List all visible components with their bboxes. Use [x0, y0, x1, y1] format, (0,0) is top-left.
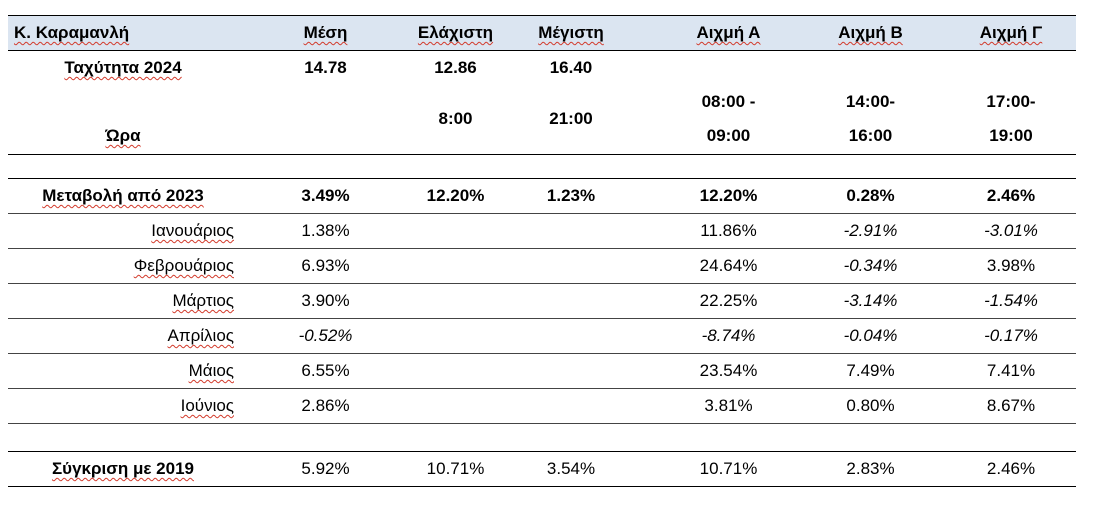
table-bottom-border: [8, 486, 1076, 487]
time-peak-c: 17:00- 19:00: [986, 92, 1036, 145]
month-peak-c: 8.67%: [986, 396, 1036, 415]
month-label: Φεβρουάριος: [133, 256, 234, 275]
month-row-may: [8, 354, 1076, 388]
month-label: Ιανουάριος: [151, 221, 234, 240]
speed-max: 16.40: [549, 58, 593, 77]
month-row-april: [8, 319, 1076, 353]
compare-peak-a: 10.71%: [699, 459, 758, 478]
speed-min: 12.86: [434, 58, 477, 77]
compare-min: 10.71%: [426, 459, 485, 478]
compare-2019-row: [8, 452, 1076, 486]
month-mean: 1.38%: [301, 221, 350, 240]
month-peak-a: 23.54%: [699, 361, 758, 380]
month-peak-a: 3.81%: [704, 396, 753, 415]
month-peak-a: 11.86%: [700, 221, 757, 240]
month-peak-b: -3.14%: [843, 291, 898, 310]
change-mean: 3.49%: [301, 186, 350, 205]
change-peak-c: 2.46%: [986, 186, 1036, 205]
month-peak-a: -8.74%: [701, 326, 756, 345]
time-label: Ώρα: [105, 126, 141, 145]
time-row: [8, 85, 1076, 153]
month-peak-c: -0.17%: [984, 326, 1038, 345]
header-max: Μέγιστη: [538, 23, 604, 42]
month-label: Ιούνιος: [180, 396, 234, 415]
month-peak-c: -3.01%: [984, 221, 1038, 240]
time-bottom-border: [8, 154, 1076, 155]
change-label: Μεταβολή από 2023: [42, 186, 204, 205]
month-peak-a: 24.64%: [699, 256, 758, 275]
month-peak-b: 7.49%: [846, 361, 895, 380]
header-mean: Μέση: [303, 23, 348, 42]
month-label: Μάρτιος: [172, 291, 234, 310]
header-peak-a: Αιχμή Α: [696, 23, 761, 42]
compare-peak-b: 2.83%: [846, 459, 895, 478]
compare-mean: 5.92%: [301, 459, 350, 478]
month-mean: 3.90%: [301, 291, 350, 310]
header-area-name: Κ. Καραμανλή: [14, 23, 130, 42]
month-peak-b: -0.04%: [843, 326, 898, 345]
time-min: 8:00: [438, 109, 473, 128]
month-mean: 6.55%: [301, 361, 350, 380]
month-peak-c: -1.54%: [984, 291, 1038, 310]
month-peak-b: -0.34%: [843, 256, 898, 275]
speed-2024-row: [8, 51, 1076, 85]
row-border: [8, 423, 1076, 424]
time-max: 21:00: [549, 109, 593, 128]
month-row-january: [8, 214, 1076, 248]
header-peak-b: Αιχμή Β: [838, 23, 903, 42]
compare-label: Σύγκριση με 2019: [51, 459, 195, 478]
month-peak-c: 7.41%: [986, 361, 1036, 380]
month-peak-a: 22.25%: [699, 291, 758, 310]
compare-peak-c: 2.46%: [986, 459, 1036, 478]
month-mean: 2.86%: [301, 396, 350, 415]
change-max: 1.23%: [546, 186, 596, 205]
month-peak-b: 0.80%: [846, 396, 895, 415]
change-peak-a: 12.20%: [699, 186, 758, 205]
month-label: Μάιος: [188, 361, 234, 380]
compare-max: 3.54%: [546, 459, 596, 478]
month-row-february: [8, 249, 1076, 283]
month-row-march: [8, 284, 1076, 318]
header-peak-c: Αιχμή Γ: [979, 23, 1043, 42]
month-label: Απρίλιος: [167, 326, 234, 345]
change-peak-b: 0.28%: [846, 186, 895, 205]
month-mean: 6.93%: [301, 256, 350, 275]
month-row-june: [8, 389, 1076, 423]
month-peak-b: -2.91%: [843, 221, 898, 240]
header-row: [8, 16, 1076, 50]
change-2023-row: [8, 179, 1076, 213]
change-min: 12.20%: [426, 186, 485, 205]
header-min: Ελάχιστη: [417, 23, 494, 42]
speed-mean: 14.78: [304, 58, 347, 77]
time-peak-a: 08:00 - 09:00: [701, 92, 756, 145]
time-peak-b: 14:00- 16:00: [845, 92, 896, 145]
month-peak-c: 3.98%: [986, 256, 1036, 275]
month-mean: -0.52%: [298, 326, 353, 345]
speed-2024-label: Ταχύτητα 2024: [64, 58, 182, 77]
